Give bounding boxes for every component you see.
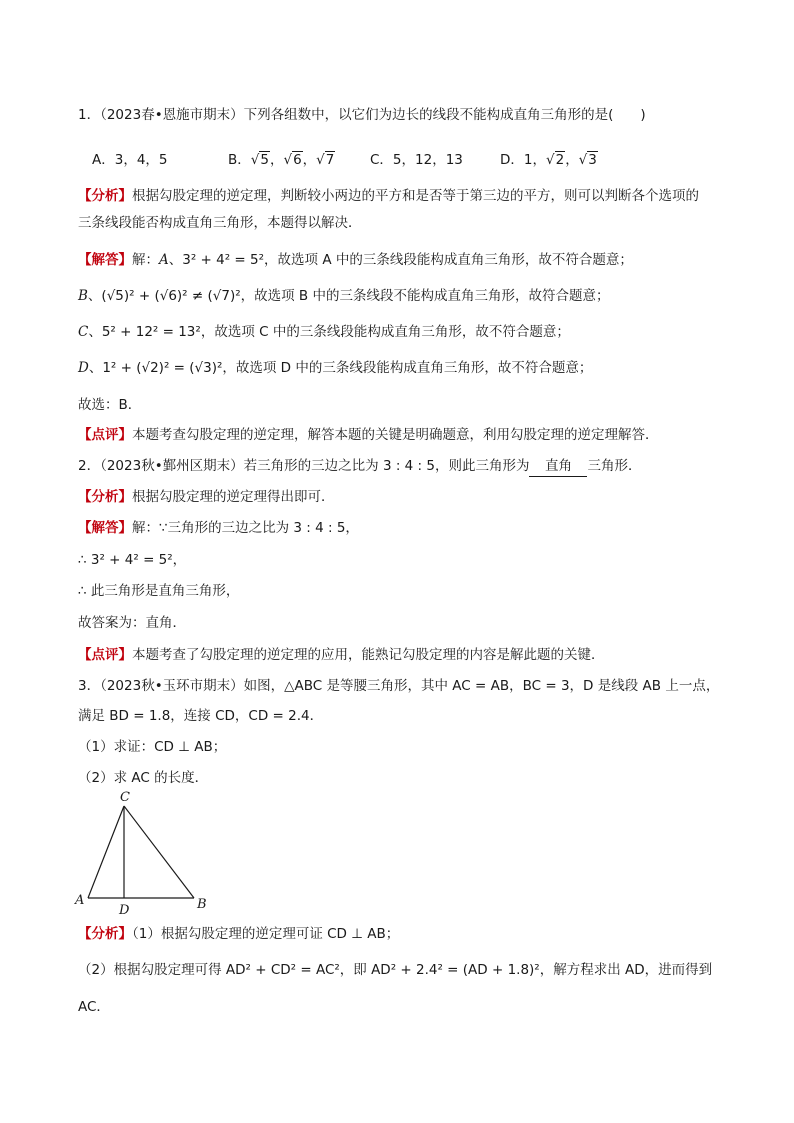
- q1-choice: 故选：B．: [78, 397, 142, 413]
- q3-part-1: （1）求证：CD ⊥ AB；: [78, 739, 227, 755]
- q3-part-2: （2）求 AC 的长度．: [78, 770, 209, 786]
- answer-tag: 【解答】: [78, 520, 132, 536]
- q2-stem: 2．（2023秋•鄞州区期末）若三角形的三边之比为 3 : 4 : 5，则此三角形为 直角 三角形．: [78, 456, 641, 477]
- q1-answer: 【解答】解：A、3² + 4² = 5²，故选项 A 中的三条线段能构成直角三角形，故不符合题意；: [78, 252, 633, 268]
- comment-tag: 【点评】: [78, 647, 132, 663]
- comment-tag: 【点评】: [78, 427, 132, 443]
- analysis-tag: 【分析】: [78, 489, 132, 505]
- q2-comment: 【点评】本题考查了勾股定理的逆定理的应用，能熟记勾股定理的内容是解此题的关键．: [78, 647, 605, 663]
- q2-answer: 【解答】解：∵三角形的三边之比为 3 : 4 : 5，: [78, 520, 359, 536]
- q1-option-a: A．3，4，5: [92, 152, 168, 168]
- q1-answer-c: C、5² + 12² = 13²，故选项 C 中的三条线段能构成直角三角形，故不符合题意；: [78, 324, 570, 340]
- q1-stem: 1．（2023春•恩施市期末）下列各组数中，以它们为边长的线段不能构成直角三角形的是( ): [78, 107, 646, 123]
- q3-analysis-2: （2）根据勾股定理可得 AD² + CD² = AC²，即 AD² + 2.4² = (AD + 1.8)²，解方程求出 AD，进而得到: [78, 962, 713, 978]
- label-d: D: [119, 903, 130, 918]
- triangle-figure: [70, 786, 220, 920]
- q1-analysis: 【分析】根据勾股定理的逆定理，判断较小两边的平方和是否等于第三边的平方，则可以判断各个选项的: [78, 188, 699, 204]
- label-a: A: [75, 893, 85, 908]
- segment-bc: [124, 806, 194, 898]
- q3-analysis: 【分析】（1）根据勾股定理的逆定理可证 CD ⊥ AB；: [78, 926, 400, 942]
- q2-answer-step: ∴ 3² + 4² = 5²，: [78, 552, 187, 568]
- q2-answer-conclusion: ∴ 此三角形是直角三角形，: [78, 583, 240, 599]
- q2-analysis: 【分析】根据勾股定理的逆定理得出即可．: [78, 489, 335, 505]
- answer-blank: 直角: [529, 456, 587, 477]
- q1-option-d: D．1，√2，√3: [500, 152, 597, 168]
- label-b: B: [197, 897, 207, 912]
- q2-answer-final: 故答案为：直角．: [78, 615, 186, 631]
- q3-stem-cont: 满足 BD = 1.8，连接 CD，CD = 2.4．: [78, 708, 324, 724]
- q1-answer-d: D、1² + (√2)² = (√3)²，故选项 D 中的三条线段能构成直角三角形，故不符合题意；: [78, 360, 593, 376]
- q1-comment: 【点评】本题考查勾股定理的逆定理，解答本题的关键是明确题意，利用勾股定理的逆定理解答．: [78, 427, 659, 443]
- q3-stem: 3．（2023秋•玉环市期末）如图，△ABC 是等腰三角形，其中 AC = AB，BC = 3，D 是线段 AB 上一点，: [78, 678, 720, 694]
- q1-analysis-cont: 三条线段能否构成直角三角形，本题得以解决．: [78, 215, 362, 231]
- q1-option-b: B．√5，√6，√7: [228, 152, 335, 168]
- q1-option-c: C．5，12，13: [370, 152, 463, 168]
- q3-analysis-3: AC．: [78, 999, 110, 1015]
- answer-tag: 【解答】: [78, 252, 132, 268]
- label-c: C: [120, 790, 130, 805]
- segment-ac: [88, 806, 124, 898]
- q1-answer-b: B、(√5)² + (√6)² ≠ (√7)²，故选项 B 中的三条线段不能构成直角三角形，故符合题意；: [78, 288, 610, 304]
- analysis-tag: 【分析】: [78, 188, 132, 204]
- analysis-tag: 【分析】: [78, 926, 132, 942]
